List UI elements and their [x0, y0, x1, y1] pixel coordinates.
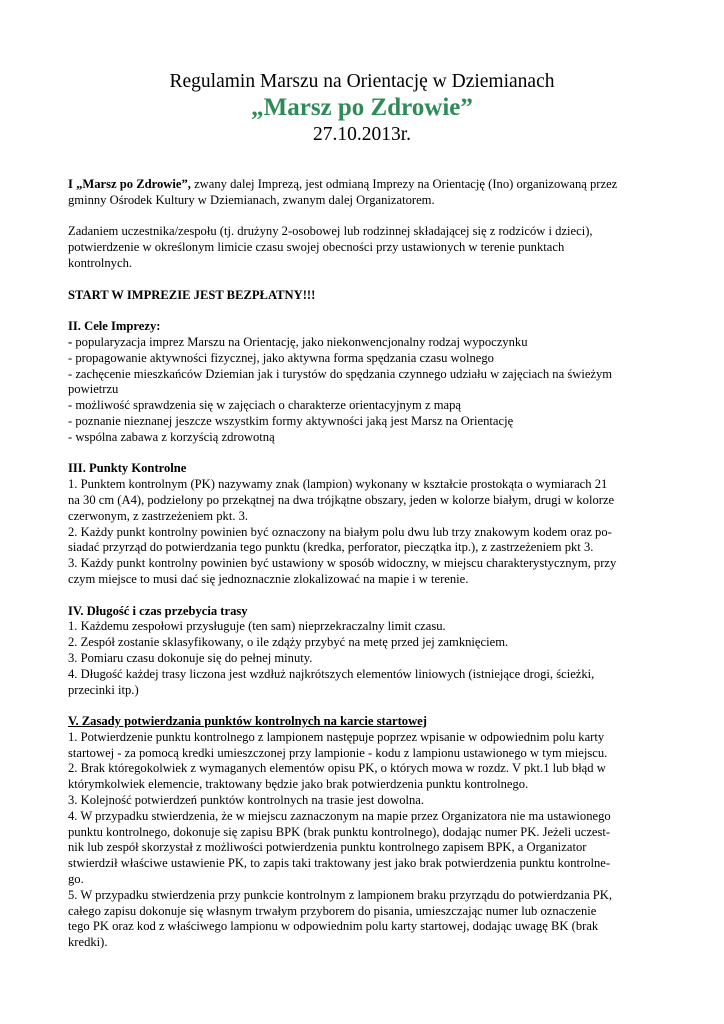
intro-line-1-rest: zwany dalej Imprezą, jest odmianą Imprezy na Orientację (Ino) organizowaną przez	[190, 177, 618, 191]
task-line-2: potwierdzenie w określonym limicie czasu swojej obecności przy ustawionych w terenie punktach	[68, 240, 565, 255]
section-3-line: 1. Punktem kontrolnym (PK) nazywamy znak (lampion) wykonany w kształcie prostokąta o wymiarach 21	[68, 477, 608, 492]
document-title: Regulamin Marszu na Orientację w Dziemianach	[169, 71, 555, 92]
section-3-line: siadać przyrząd do potwierdzania tego punktu (kredka, perforator, pieczątka itp.), z zastrzeżeniem pkt 3.	[68, 540, 594, 555]
intro-line-1	[68, 177, 656, 193]
section-3-line: 2. Każdy punkt kontrolny powinien być oznaczony na białym polu dwu lub trzy znakowym kodem oraz po-	[68, 524, 612, 539]
intro-lead-name: „Marsz po Zdrowie”,	[76, 177, 191, 191]
section-3-line: na 30 cm (A4), podzielony po przekątnej na dwa trójkątne obszary, jeden w kolorze białym, drugi w kolorze	[68, 492, 615, 507]
section-5-title: V. Zasady potwierdzania punktów kontrolnych na karcie startowej	[68, 714, 427, 729]
document-body	[68, 177, 656, 951]
section-2-line: - zachęcenie mieszkańców Dziemian jak i turystów do spędzania czynnego udziału w zajęciach na świeżym	[68, 366, 613, 381]
section-4-line: przecinki itp.)	[68, 682, 139, 697]
task-line-3: kontrolnych.	[68, 255, 133, 270]
section-4-line: 3. Pomiaru czasu dokonuje się do pełnej minuty.	[68, 650, 313, 665]
section-5-line: 1. Potwierdzenie punktu kontrolnego z lampionem następuje poprzez wpisanie w odpowiednim polu karty	[68, 729, 605, 744]
section-3-line: 3. Każdy punkt kontrolny powinien być ustawiony w sposób widoczny, w miejscu charakterystycznym, przy	[68, 556, 617, 571]
section-4-line: 1. Każdemu zespołowi przysługuje (ten sam) nieprzekraczalny limit czasu.	[68, 619, 446, 634]
task-line-1: Zadaniem uczestnika/zespołu (tj. drużyny 2-osobowej lub rodzinnej składającej się z rodziców i dzieci),	[68, 224, 593, 239]
section-5-line: go.	[68, 872, 84, 887]
section-5-line: punktu kontrolnego, dokonuje się zapisu BPK (brak punktu kontrolnego), dodając numer PK. Jeżeli uczest-	[68, 824, 611, 839]
section-3-title: III. Punkty Kontrolne	[68, 461, 187, 476]
section-3-line: czerwonym, z zastrzeżeniem pkt. 3.	[68, 508, 249, 523]
section-2-line: - propagowanie aktywności fizycznej, jako aktywna forma spędzania czasu wolnego	[68, 350, 494, 365]
section-2-line: - wspólna zabawa z korzyścią zdrowotną	[68, 429, 275, 444]
section-2-first-dash: -	[68, 334, 73, 349]
event-name: „Marsz po Zdrowie”	[251, 94, 473, 121]
section-4-line: 2. Zespół zostanie sklasyfikowany, o ile zdąży przybyć na metę przed jej zamknięciem.	[68, 635, 509, 650]
intro-line-2: gminny Ośrodek Kultury w Dziemianach, zwanym dalej Organizatorem.	[68, 192, 435, 207]
free-start-notice: START W IMPREZIE JEST BEZPŁATNY!!!	[68, 287, 316, 302]
section-5-line: stwierdził właściwe ustawienie PK, to zapis taki traktowany jest jako brak potwierdzenia punktu kontrolne-	[68, 856, 611, 871]
section-5-line: 4. W przypadku stwierdzenia, że w miejscu zaznaczonym na mapie przez Organizatora nie ma ustawionego	[68, 808, 611, 823]
section-2-line: - poznanie nieznanej jeszcze wszystkim formy aktywności jaką jest Marsz na Orientację	[68, 413, 514, 428]
section-5-line: startowej - za pomocą kredki umieszczonej przy lampionie - kodu z lampionu ustawionego w tym miejscu.	[68, 745, 608, 760]
section-4-line: 4. Długość każdej trasy liczona jest wzdłuż najkrótszych elementów liniowych (istniejące drogi, ścieżki,	[68, 666, 595, 681]
section-5-line: 3. Kolejność potwierdzeń punktów kontrolnych na trasie jest dowolna.	[68, 793, 425, 808]
section-5-line: tego PK oraz kod z właściwego lampionu w odpowiednim polu karty startowej, dodając uwagę BK (brak	[68, 919, 599, 934]
section-5-line: 2. Brak któregokolwiek z wymaganych elementów opisu PK, o których mowa w rozdz. V pkt.1 lub błąd w	[68, 761, 606, 776]
section-2-first-text: popularyzacja imprez Marszu na Orientację, jako niekonwencjonalny rodzaj wypoczynku	[72, 334, 528, 349]
section-5-line: całego zapisu dokonuje się własnym trwałym przyborem do pisania, umieszczając numer lub oznaczenie	[68, 903, 597, 918]
intro-lead-number: I	[68, 177, 77, 191]
section-5-line: 5. W przypadku stwierdzenia przy punkcie kontrolnym z lampionem braku przyrządu do potwierdzania PK,	[68, 887, 613, 902]
section-2-line	[68, 335, 656, 351]
section-5-line: którymkolwiek elemencie, traktowany będzie jako brak potwierdzenia punktu kontrolnego.	[68, 777, 529, 792]
section-5-line: nik lub zespół skorzystał z możliwości potwierdzenia punktu kontrolnego zapisem BPK, a Organizator	[68, 840, 587, 855]
section-2-line: - możliwość sprawdzenia się w zajęciach o charakterze orientacyjnym z mapą	[68, 398, 462, 413]
section-5-line: kredki).	[68, 935, 108, 950]
section-3-line: czym miejsce to musi dać się jednoznacznie zlokalizować na mapie i w terenie.	[68, 571, 469, 586]
section-2-line: powietrzu	[68, 382, 119, 397]
section-4-title: IV. Długość i czas przebycia trasy	[68, 603, 248, 618]
event-date: 27.10.2013r.	[312, 124, 412, 145]
section-2-title: II. Cele Imprezy:	[68, 319, 161, 334]
